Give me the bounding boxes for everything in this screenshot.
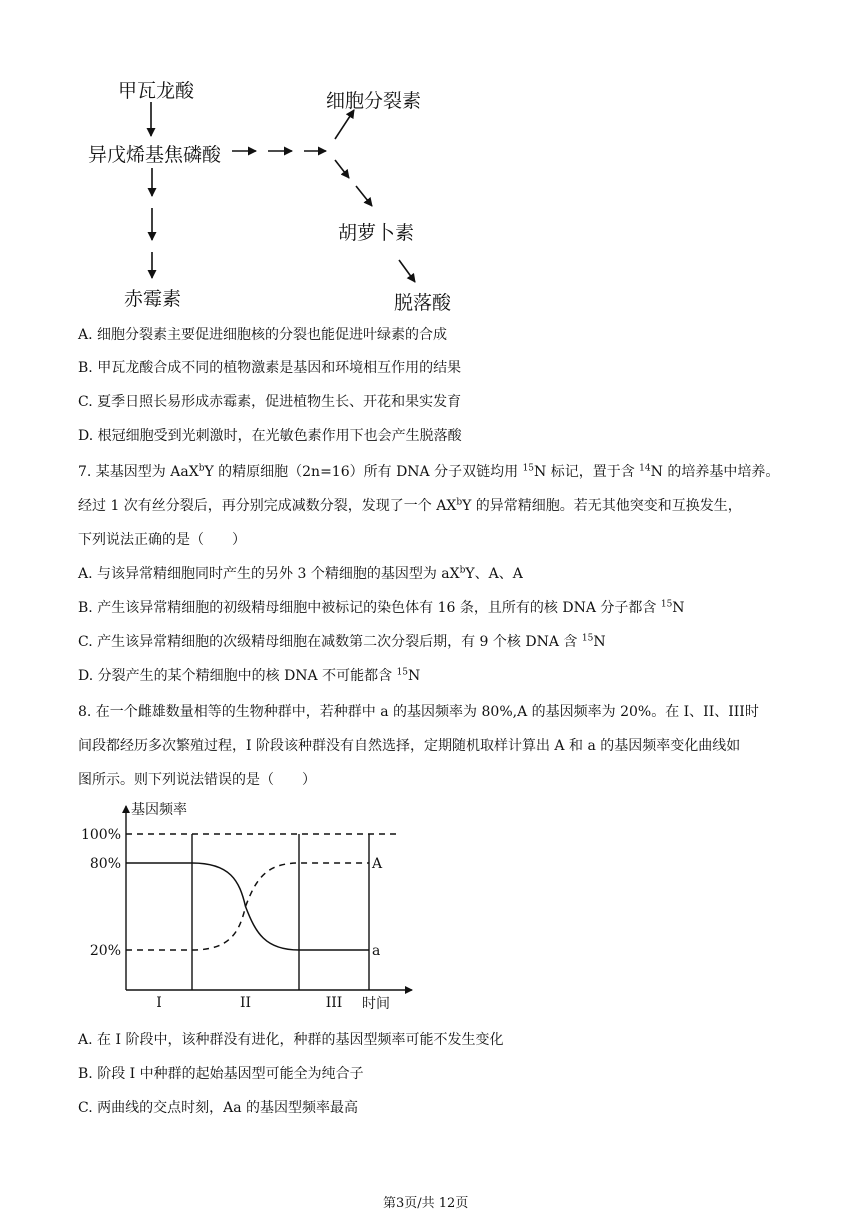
q8-option-c: C. 两曲线的交点时刻，Aa 的基因型频率最高 [78,1100,359,1116]
stage-label-III: III [325,995,343,1011]
node-gibberellin: 赤霉素 [124,288,182,310]
stage-label-II: II [239,995,252,1011]
q8-option-b: B. 阶段 I 中种群的起始基因型可能全为纯合子 [78,1066,364,1082]
q7-stem-line-3: 下列说法正确的是（ ） [78,532,246,548]
node-carotene: 胡萝卜素 [338,222,415,244]
q6-option-c: C. 夏季日照长易形成赤霉素，促进植物生长、开花和果实发育 [78,394,462,410]
page-number: 第3页/共 12页 [383,1196,469,1211]
x-axis-label: 时间 [362,996,390,1012]
q7-stem-line-1: 7. 某基因型为 AaX$^b$Y 的精原细胞（2n=16）所有 DNA 分子双链均用 $^{15}$N 标记，置于含 $^{14}$N 的培养基中培养。 [78,463,780,480]
pathway-arrows [0,0,868,340]
y-tick-label: 20% [89,943,121,959]
q7-option-d: D. 分裂产生的某个精细胞中的核 DNA 不可能都含 $^{15}$N [78,667,421,684]
q8-option-a: A. 在 I 阶段中，该种群没有进化，种群的基因型频率可能不发生变化 [78,1032,504,1048]
q7-option-c: C. 产生该异常精细胞的次级精母细胞在减数第二次分裂后期，有 9 个核 DNA 含 $^{15}$N [78,633,606,650]
y-tick-label: 80% [89,856,121,872]
node-cytokinin: 细胞分裂素 [326,90,422,112]
y-axis-label: 基因频率 [131,802,187,818]
series-line-a [126,863,369,950]
q7-stem-line-2: 经过 1 次有丝分裂后，再分别完成减数分裂，发现了一个 $AX^bY$ 的异常精细胞。若无其他突变和互换发生， [78,497,742,514]
q6-option-d: D. 根冠细胞受到光刺激时，在光敏色素作用下也会产生脱落酸 [78,428,462,444]
arrow-up-right [335,110,354,139]
q8-stem-line-1: 8. 在一个雌雄数量相等的生物种群中，若种群中 a 的基因频率为 80%,A 的基因频率为 20%。在 I、II、III时 [78,704,759,720]
y-tick-label: 100% [80,827,121,843]
q7-option-a: A. 与该异常精细胞同时产生的另外 3 个精细胞的基因型为 $aX^bY$、A、A [78,565,523,582]
node-mevalonic-acid: 甲瓦龙酸 [118,80,195,102]
node-abscisic-acid: 脱落酸 [394,292,452,314]
arrow-down-right-3 [399,260,415,282]
series-label-a: a [372,943,381,959]
q8-stem-line-3: 图所示。则下列说法错误的是（ ） [78,772,316,788]
q8-stem-line-2: 间段都经历多次繁殖过程，I 阶段该种群没有自然选择，定期随机取样计算出 A 和 a 的基因频率变化曲线如 [78,738,741,754]
q6-option-b: B. 甲瓦龙酸合成不同的植物激素是基因和环境相互作用的结果 [78,360,462,376]
node-ipp: 异戊烯基焦磷酸 [88,144,222,166]
arrow-down-right-2 [356,186,372,206]
series-line-A [126,863,369,950]
q7-option-b: B. 产生该异常精细胞的初级精母细胞中被标记的染色体有 16 条，且所有的核 DNA 分子都含 $^{15}$N [78,599,685,616]
arrow-down-right-1 [335,160,349,178]
series-label-A: A [372,856,383,872]
stage-label-I: I [156,995,162,1011]
q6-option-a: A. 细胞分裂素主要促进细胞核的分裂也能促进叶绿素的合成 [78,327,448,343]
